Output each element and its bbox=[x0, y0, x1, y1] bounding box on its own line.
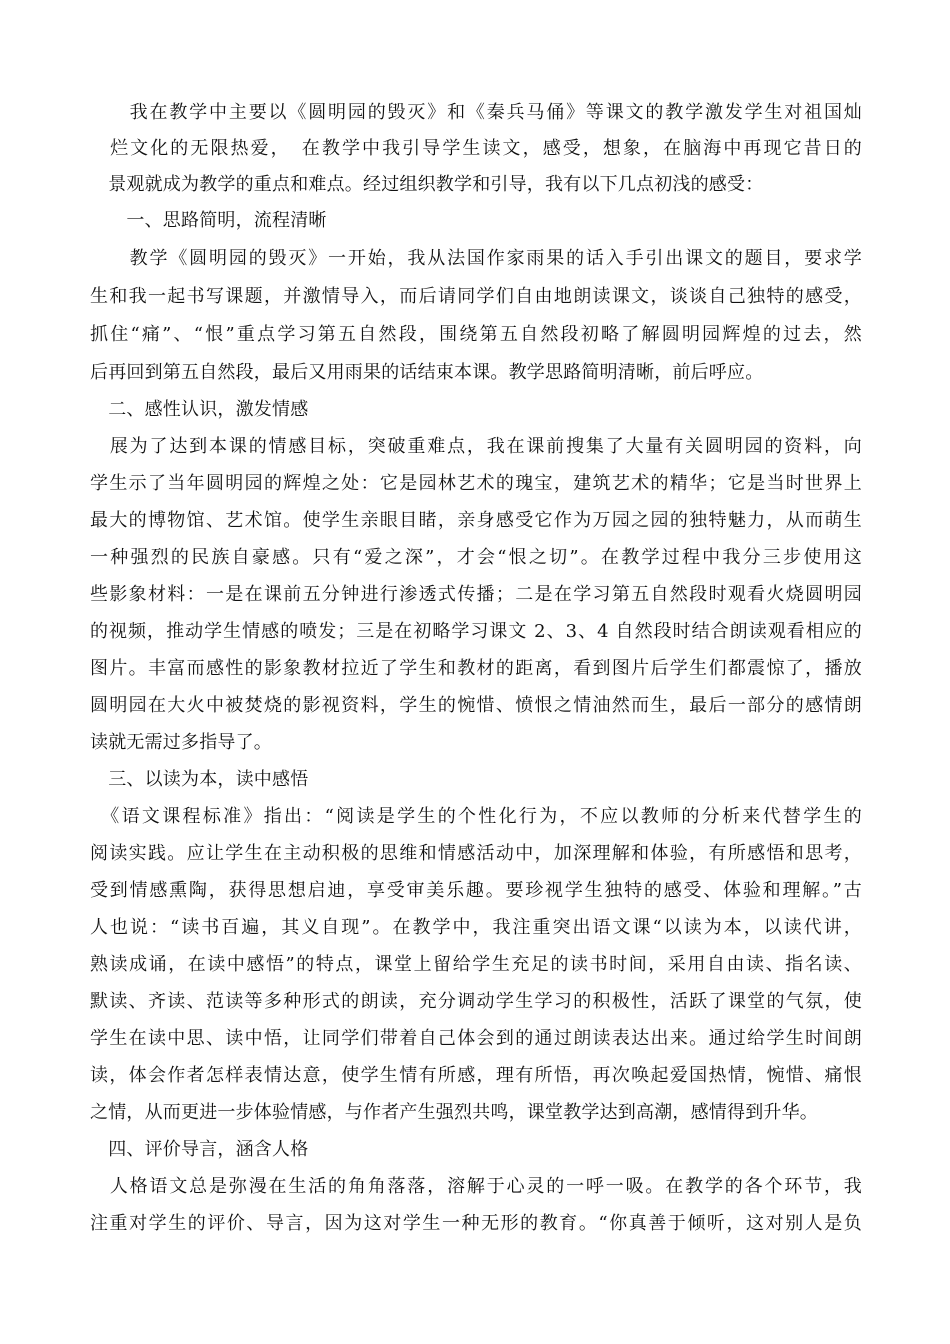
text-line: 我在教学中主要以《圆明园的毁灭》和《秦兵马俑》等课文的教学激发学生对祖国灿 bbox=[90, 102, 862, 123]
text-line: 最大的博物馆、艺术馆。使学生亲眼目睹，亲身感受它作为万园之园的独特魅力，从而萌生 bbox=[90, 510, 862, 531]
section-heading: 四、评价导言，涵含人格 bbox=[90, 1139, 309, 1160]
text-line: 的视频，推动学生情感的喷发；三是在初略学习课文 2、3、4 自然段时结合朗读观看相应的 bbox=[90, 621, 862, 642]
section-heading: 二、感性认识，激发情感 bbox=[90, 399, 309, 420]
section-heading: 一、思路简明，流程清晰 bbox=[90, 210, 327, 231]
text-line: 《语文课程标准》指出：“阅读是学生的个性化行为，不应以教师的分析来代替学生的 bbox=[90, 806, 862, 827]
text-line: 学生在读中思、读中悟，让同学们带着自己体会到的通过朗读表达出来。通过给学生时间朗 bbox=[90, 1028, 862, 1049]
text-line: 图片。丰富而感性的影象教材拉近了学生和教材的距离，看到图片后学生们都震惊了，播放 bbox=[90, 658, 862, 679]
text-line: 圆明园在大火中被焚烧的影视资料，学生的惋惜、愤恨之情油然而生，最后一部分的感情朗 bbox=[90, 695, 862, 716]
text-line: 景观就成为教学的重点和难点。经过组织教学和引导，我有以下几点初浅的感受： bbox=[90, 174, 764, 195]
text-line: 后再回到第五自然段，最后又用雨果的话结束本课。教学思路简明清晰，前后呼应。 bbox=[90, 362, 764, 383]
text-line: 学生示了当年圆明园的辉煌之处：它是园林艺术的瑰宝，建筑艺术的精华；它是当时世界上 bbox=[90, 473, 862, 494]
text-line: 受到情感熏陶，获得思想启迪，享受审美乐趣。要珍视学生独特的感受、体验和理解。”古 bbox=[90, 880, 862, 901]
text-line: 之情，从而更进一步体验情感，与作者产生强烈共鸣，课堂教学达到高潮，感情得到升华。 bbox=[90, 1102, 818, 1123]
text-line: 阅读实践。应让学生在主动积极的思维和情感活动中，加深理解和体验，有所感悟和思考， bbox=[90, 843, 862, 864]
text-line: 教学《圆明园的毁灭》一开始，我从法国作家雨果的话入手引出课文的题目，要求学 bbox=[90, 248, 862, 269]
text-line: 生和我一起书写课题，并激情导入，而后请同学们自由地朗读课文，谈谈自己独特的感受， bbox=[90, 286, 862, 307]
text-line: 人也说：“读书百遍，其义自现”。在教学中，我注重突出语文课“以读为本，以读代讲， bbox=[90, 917, 862, 938]
text-line: 一种强烈的民族自豪感。只有“爱之深”，才会“恨之切”。在教学过程中我分三步使用这 bbox=[90, 547, 862, 568]
text-line: 默读、齐读、范读等多种形式的朗读，充分调动学生学习的积极性，活跃了课堂的气氛，使 bbox=[90, 991, 862, 1012]
text-line: 人格语文总是弥漫在生活的角角落落，溶解于心灵的一呼一吸。在教学的各个环节，我 bbox=[90, 1176, 862, 1197]
text-line: 读就无需过多指导了。 bbox=[90, 732, 272, 753]
text-line: 注重对学生的评价、导言，因为这对学生一种无形的教育。“你真善于倾听，这对别人是负 bbox=[90, 1213, 862, 1234]
text-line: 抓住“痛”、“恨”重点学习第五自然段，围绕第五自然段初略了解圆明园辉煌的过去，然 bbox=[90, 324, 862, 345]
text-line: 熟读成诵，在读中感悟”的特点，课堂上留给学生充足的读书时间，采用自由读、指名读、 bbox=[90, 954, 862, 975]
text-line: 些影象材料：一是在课前五分钟进行渗透式传播；二是在学习第五自然段时观看火烧圆明园 bbox=[90, 584, 862, 605]
text-line: 读，体会作者怎样表情达意，使学生情有所感，理有所悟，再次唤起爱国热情，惋惜、痛恨 bbox=[90, 1065, 862, 1086]
section-heading: 三、以读为本，读中感悟 bbox=[90, 769, 309, 790]
text-line: 展为了达到本课的情感目标，突破重难点，我在课前搜集了大量有关圆明园的资料，向 bbox=[90, 436, 862, 457]
text-line: 烂文化的无限热爱， 在教学中我引导学生读文，感受，想象，在脑海中再现它昔日的 bbox=[90, 138, 862, 159]
